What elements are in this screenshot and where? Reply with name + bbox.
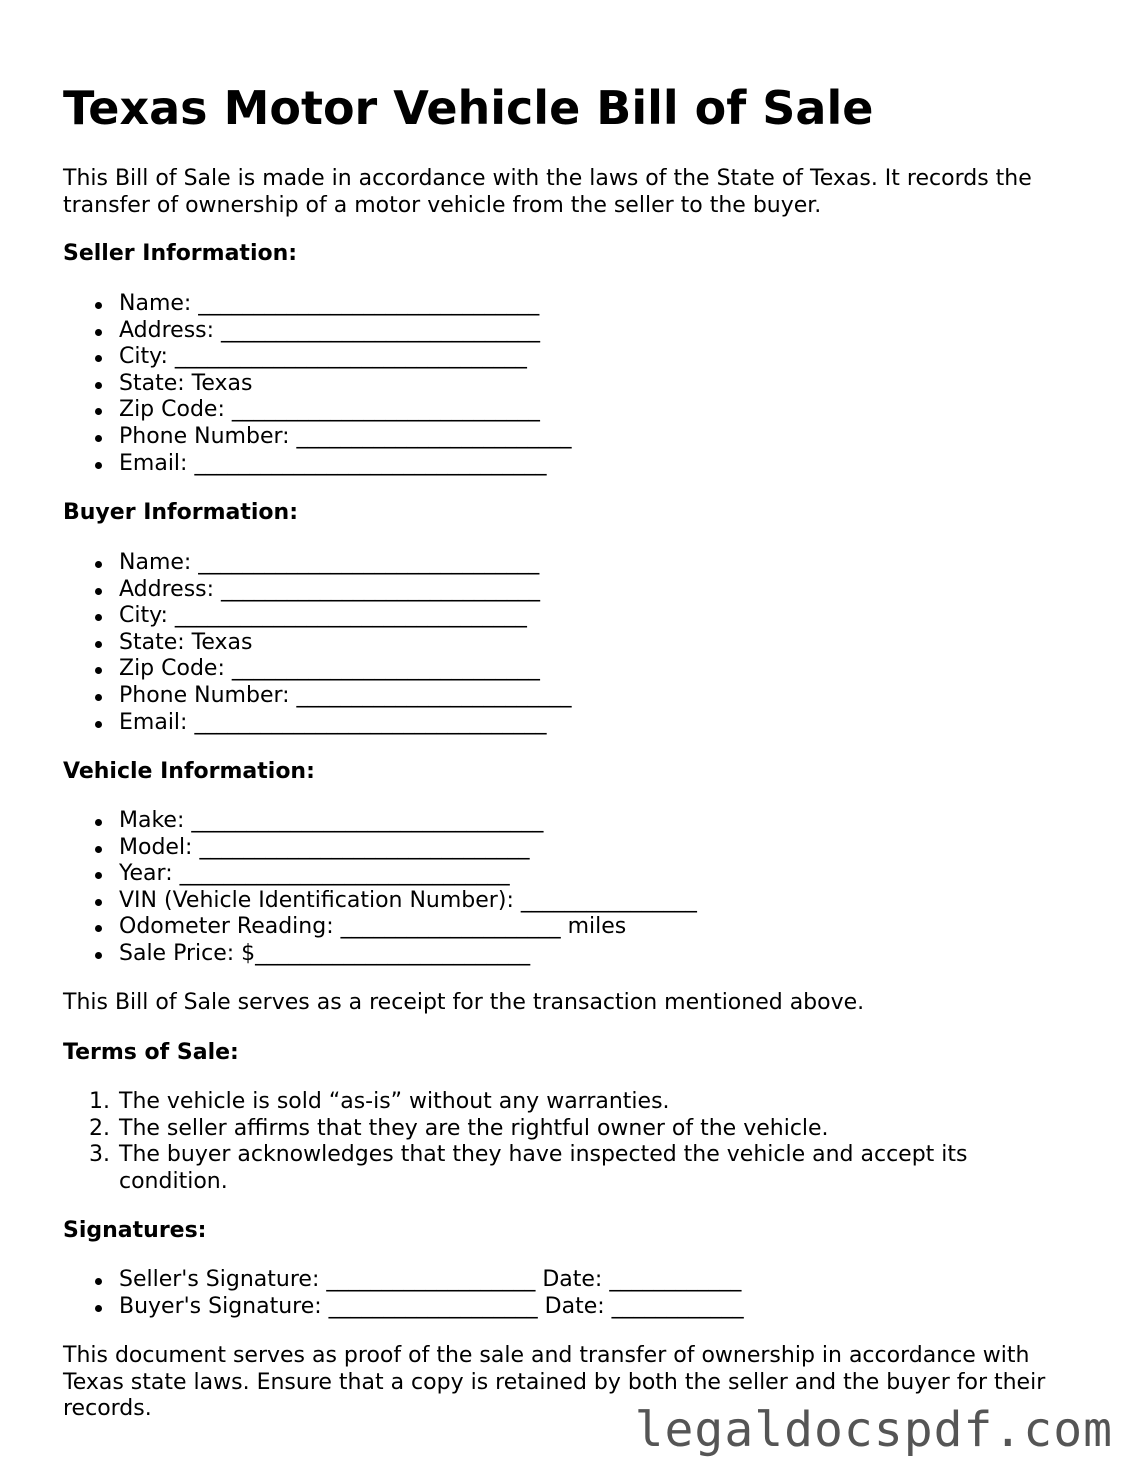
vehicle-make-field: Make: ________________________________ [63,808,697,835]
terms-item-text: The vehicle is sold “as-is” without any warranties. [119,1089,670,1114]
vehicle-fields-list [63,808,697,968]
terms-heading: Terms of Sale: [63,1040,239,1065]
document-title: Texas Motor Vehicle Bill of Sale [63,81,874,135]
seller-phone-field: Phone Number: _________________________ [63,424,572,451]
terms-item-text: The buyer acknowledges that they have inspected the vehicle and accept its condition. [119,1142,968,1194]
seller-state-field: State: Texas [63,371,572,398]
buyer-email-field: Email: ________________________________ [63,710,572,737]
seller-email-field: Email: ________________________________ [63,451,572,478]
seller-heading: Seller Information: [63,241,298,266]
terms-item-number: 2. [89,1115,110,1141]
terms-list [63,1089,1039,1195]
buyer-state-field: State: Texas [63,630,572,657]
vehicle-vin-field: VIN (Vehicle Identification Number): ________________ [63,888,697,915]
vehicle-year-field: Year: ______________________________ [63,861,697,888]
vehicle-model-field: Model: ______________________________ [63,835,697,862]
terms-item-number: 3. [89,1142,110,1168]
seller-fields-list [63,291,572,477]
buyer-signature-field: Buyer's Signature: ___________________ Date: ____________ [63,1294,744,1321]
buyer-name-field: Name: _______________________________ [63,550,572,577]
buyer-address-field: Address: _____________________________ [63,577,572,604]
terms-item-number: 1. [89,1089,110,1114]
seller-address-field: Address: _____________________________ [63,318,572,345]
signatures-heading: Signatures: [63,1218,207,1243]
buyer-zip-field: Zip Code: ____________________________ [63,656,572,683]
signatures-list [63,1267,744,1320]
buyer-heading: Buyer Information: [63,500,298,525]
vehicle-price-field: Sale Price: $_________________________ [63,941,697,968]
seller-zip-field: Zip Code: ____________________________ [63,397,572,424]
terms-item [63,1089,1039,1116]
terms-item [63,1142,1039,1195]
seller-city-field: City: ________________________________ [63,344,572,371]
buyer-phone-field: Phone Number: _________________________ [63,683,572,710]
intro-paragraph: This Bill of Sale is made in accordance with the laws of the State of Texas. It records the transfer of ownership of a motor vehicle from the seller to the buyer. [63,166,1032,218]
terms-item-text: The seller affirms that they are the rightful owner of the vehicle. [119,1115,829,1141]
buyer-city-field: City: ________________________________ [63,603,572,630]
buyer-fields-list [63,550,572,736]
terms-item [63,1116,1039,1143]
seller-name-field: Name: _______________________________ [63,291,572,318]
closing-paragraph: This document serves as proof of the sale and transfer of ownership in accordance with Texas state laws. Ensure that a copy is retained by both the seller and the buyer for their records. [63,1343,1046,1422]
seller-signature-field: Seller's Signature: ___________________ Date: ____________ [63,1267,744,1294]
vehicle-odometer-field: Odometer Reading: ____________________ miles [63,914,697,941]
receipt-note: This Bill of Sale serves as a receipt for the transaction mentioned above. [63,990,865,1015]
vehicle-heading: Vehicle Information: [63,759,315,784]
watermark-logo: legaldocspdf.com [634,1402,1113,1458]
